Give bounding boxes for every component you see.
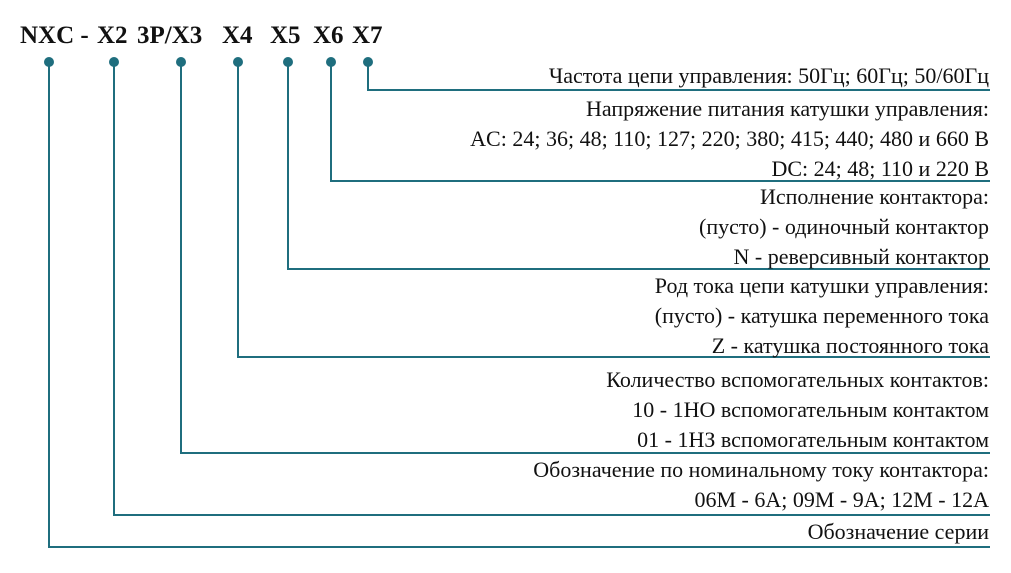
code-x2: X2 <box>97 22 128 49</box>
description-x6 <box>470 95 989 185</box>
description-line: Обозначение по номинальному току контактора: <box>533 457 989 482</box>
description-line: 10 - 1НО вспомогательным контактом <box>632 397 989 422</box>
description-x7 <box>549 62 989 92</box>
description-line: DC: 24; 48; 110 и 220 В <box>771 156 989 181</box>
description-series <box>808 518 989 548</box>
connector-dot-series <box>44 57 54 67</box>
code-x7: X7 <box>352 22 383 49</box>
description-line: AC: 24; 36; 48; 110; 127; 220; 380; 415; 440; 480 и 660 В <box>470 126 989 151</box>
connector-dot-x6 <box>326 57 336 67</box>
connector-dot-x3 <box>176 57 186 67</box>
description-line: Количество вспомогательных контактов: <box>606 367 989 392</box>
description-line: 01 - 1НЗ вспомогательным контактом <box>637 427 989 452</box>
description-line: (пусто) - одиночный контактор <box>699 214 989 239</box>
description-line: Частота цепи управления: 50Гц; 60Гц; 50/60Гц <box>548 63 989 88</box>
description-x3 <box>606 366 989 456</box>
connector-dot-x4 <box>233 57 243 67</box>
description-line: Z - катушка постоянного тока <box>711 333 989 358</box>
code-x6: X6 <box>313 22 344 49</box>
description-x4 <box>655 272 989 362</box>
description-line: 06M - 6A; 09M - 9A; 12M - 12A <box>694 487 989 512</box>
code-x5: X5 <box>270 22 301 49</box>
description-x5 <box>699 183 989 273</box>
description-line: Обозначение серии <box>807 519 989 544</box>
connector-dot-x7 <box>363 57 373 67</box>
description-x2 <box>533 456 989 516</box>
code-x3: 3P/X3 <box>137 22 203 49</box>
description-line: Напряжение питания катушки управления: <box>585 96 989 121</box>
code-series: NXC - <box>20 22 89 49</box>
connector-dot-x5 <box>283 57 293 67</box>
connector-dot-x2 <box>109 57 119 67</box>
description-line: Род тока цепи катушки управления: <box>654 273 989 298</box>
description-line: Исполнение контактора: <box>759 184 989 209</box>
code-x4: X4 <box>222 22 253 49</box>
description-line: N - реверсивный контактор <box>733 244 989 269</box>
description-line: (пусто) - катушка переменного тока <box>654 303 989 328</box>
